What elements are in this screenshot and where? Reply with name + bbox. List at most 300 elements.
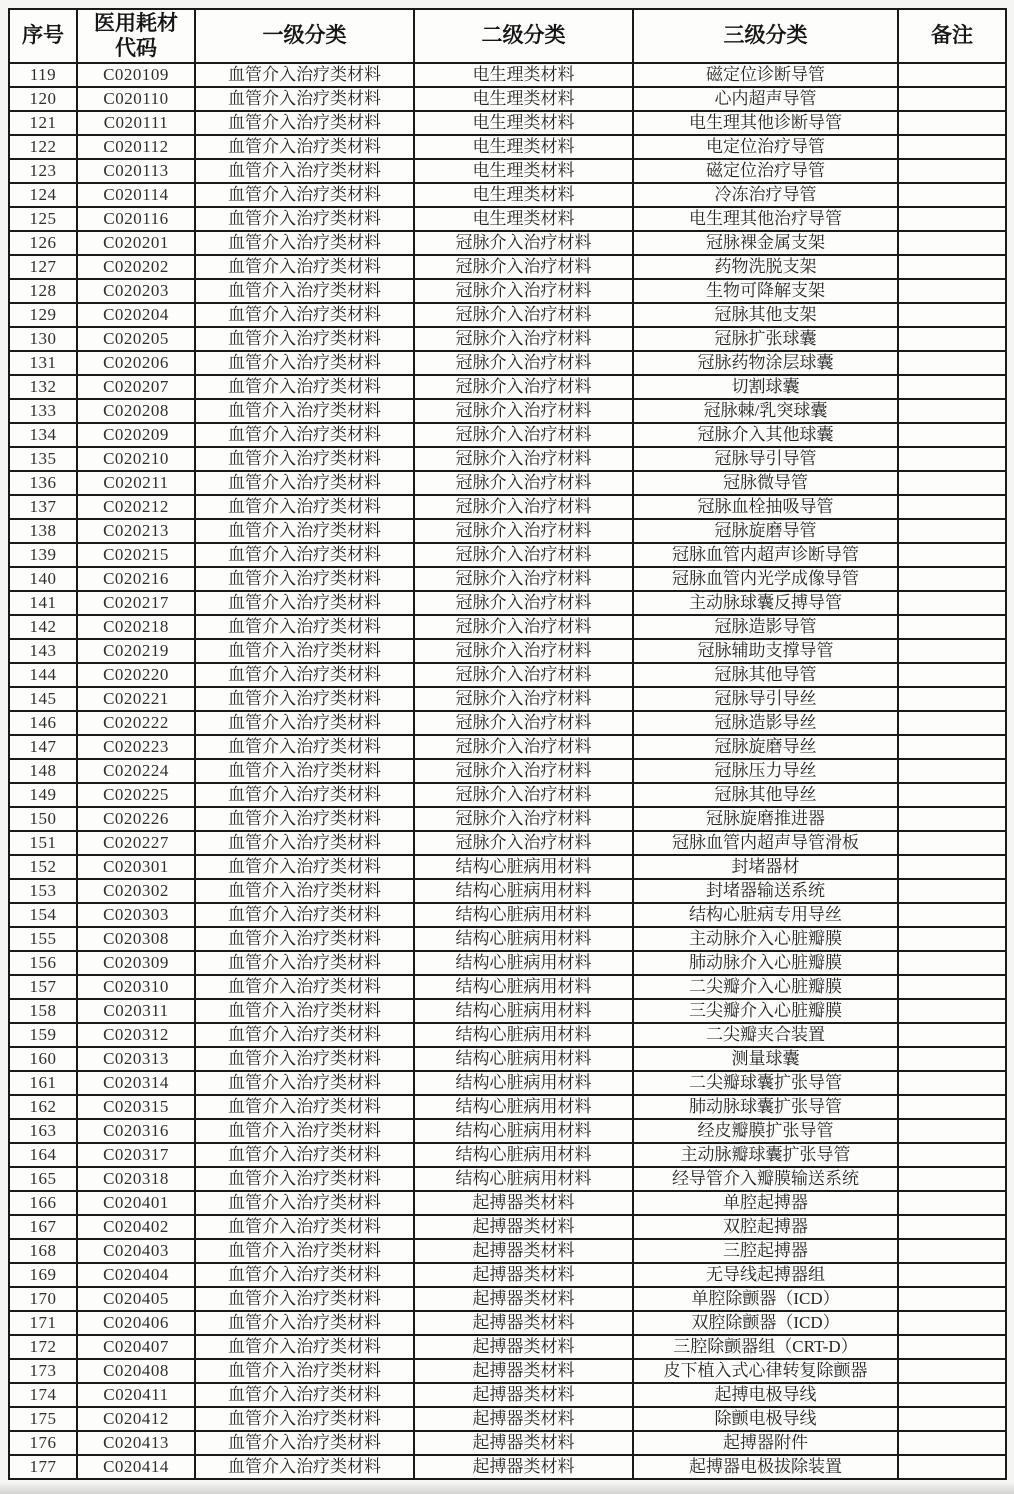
cell-remark [898,951,1006,975]
cell-level3: 单腔起搏器 [633,1191,898,1215]
cell-level1: 血管介入治疗类材料 [195,1215,414,1239]
cell-seq: 159 [9,1023,77,1047]
cell-level3: 冷冻治疗导管 [633,183,898,207]
cell-seq: 128 [9,279,77,303]
cell-code: C020301 [77,855,195,879]
cell-level2: 起搏器类材料 [414,1263,633,1287]
cell-level1: 血管介入治疗类材料 [195,279,414,303]
cell-level3: 冠脉压力导丝 [633,759,898,783]
table-row [9,471,1006,495]
cell-remark [898,1119,1006,1143]
cell-remark [898,1311,1006,1335]
cell-level1: 血管介入治疗类材料 [195,159,414,183]
cell-level2: 结构心脏病用材料 [414,1071,633,1095]
cell-code: C020209 [77,423,195,447]
cell-level3: 起搏器附件 [633,1431,898,1455]
table-row [9,63,1006,87]
col-header-seq: 序号 [9,9,77,63]
cell-level2: 结构心脏病用材料 [414,1167,633,1191]
cell-seq: 127 [9,255,77,279]
cell-seq: 169 [9,1263,77,1287]
cell-level3: 冠脉裸金属支架 [633,231,898,255]
cell-level2: 冠脉介入治疗材料 [414,375,633,399]
cell-level1: 血管介入治疗类材料 [195,831,414,855]
cell-level2: 起搏器类材料 [414,1359,633,1383]
cell-code: C020220 [77,663,195,687]
cell-seq: 122 [9,135,77,159]
cell-seq: 125 [9,207,77,231]
table-row [9,1383,1006,1407]
cell-level2: 结构心脏病用材料 [414,903,633,927]
scan-edge-shadow [0,1482,1014,1494]
cell-level1: 血管介入治疗类材料 [195,855,414,879]
col-header-code: 医用耗材代码 [77,9,195,63]
table-row [9,1263,1006,1287]
cell-code: C020311 [77,999,195,1023]
cell-remark [898,807,1006,831]
cell-seq: 171 [9,1311,77,1335]
cell-level3: 冠脉血栓抽吸导管 [633,495,898,519]
cell-level1: 血管介入治疗类材料 [195,639,414,663]
cell-level3: 磁定位治疗导管 [633,159,898,183]
cell-level1: 血管介入治疗类材料 [195,1407,414,1431]
cell-code: C020113 [77,159,195,183]
cell-level1: 血管介入治疗类材料 [195,1359,414,1383]
table-row [9,111,1006,135]
cell-level1: 血管介入治疗类材料 [195,1191,414,1215]
cell-level3: 冠脉旋磨导丝 [633,735,898,759]
cell-level3: 电定位治疗导管 [633,135,898,159]
cell-level2: 电生理类材料 [414,87,633,111]
table-row [9,1095,1006,1119]
cell-level2: 冠脉介入治疗材料 [414,831,633,855]
cell-remark [898,207,1006,231]
cell-remark [898,615,1006,639]
cell-level1: 血管介入治疗类材料 [195,807,414,831]
cell-level1: 血管介入治疗类材料 [195,735,414,759]
cell-seq: 134 [9,423,77,447]
cell-seq: 152 [9,855,77,879]
cell-level2: 冠脉介入治疗材料 [414,711,633,735]
cell-seq: 119 [9,63,77,87]
cell-remark [898,231,1006,255]
cell-remark [898,1431,1006,1455]
cell-code: C020202 [77,255,195,279]
cell-level1: 血管介入治疗类材料 [195,879,414,903]
cell-seq: 164 [9,1143,77,1167]
cell-remark [898,639,1006,663]
cell-level3: 起搏器电极拔除装置 [633,1455,898,1479]
cell-remark [898,1167,1006,1191]
table-row [9,1047,1006,1071]
cell-level2: 冠脉介入治疗材料 [414,735,633,759]
cell-code: C020401 [77,1191,195,1215]
header-row [9,9,1006,63]
cell-remark [898,1455,1006,1479]
cell-seq: 137 [9,495,77,519]
cell-level1: 血管介入治疗类材料 [195,207,414,231]
cell-remark [898,759,1006,783]
cell-code: C020204 [77,303,195,327]
table-row [9,1143,1006,1167]
cell-level1: 血管介入治疗类材料 [195,1263,414,1287]
table-row [9,87,1006,111]
cell-code: C020406 [77,1311,195,1335]
cell-level2: 冠脉介入治疗材料 [414,783,633,807]
cell-remark [898,879,1006,903]
cell-level1: 血管介入治疗类材料 [195,1119,414,1143]
cell-level1: 血管介入治疗类材料 [195,543,414,567]
cell-level1: 血管介入治疗类材料 [195,1287,414,1311]
cell-level1: 血管介入治疗类材料 [195,1047,414,1071]
cell-remark [898,975,1006,999]
cell-code: C020217 [77,591,195,615]
cell-remark [898,1143,1006,1167]
cell-level1: 血管介入治疗类材料 [195,783,414,807]
table-body [9,63,1006,1479]
cell-seq: 148 [9,759,77,783]
cell-level3: 三腔起搏器 [633,1239,898,1263]
cell-level1: 血管介入治疗类材料 [195,1455,414,1479]
cell-code: C020222 [77,711,195,735]
cell-level3: 生物可降解支架 [633,279,898,303]
cell-remark [898,567,1006,591]
table-row [9,183,1006,207]
cell-code: C020413 [77,1431,195,1455]
table-row [9,543,1006,567]
cell-level2: 结构心脏病用材料 [414,1095,633,1119]
cell-remark [898,735,1006,759]
cell-remark [898,1383,1006,1407]
cell-seq: 147 [9,735,77,759]
cell-code: C020216 [77,567,195,591]
cell-level2: 冠脉介入治疗材料 [414,279,633,303]
cell-remark [898,1287,1006,1311]
table-row [9,711,1006,735]
cell-level1: 血管介入治疗类材料 [195,1167,414,1191]
cell-level3: 冠脉其他支架 [633,303,898,327]
cell-level2: 起搏器类材料 [414,1455,633,1479]
table-row [9,519,1006,543]
cell-level2: 起搏器类材料 [414,1215,633,1239]
cell-remark [898,855,1006,879]
cell-seq: 149 [9,783,77,807]
cell-remark [898,1023,1006,1047]
table-row [9,303,1006,327]
cell-remark [898,783,1006,807]
table-row [9,1215,1006,1239]
cell-code: C020213 [77,519,195,543]
col-header-level3: 三级分类 [633,9,898,63]
table-row [9,399,1006,423]
cell-level1: 血管介入治疗类材料 [195,135,414,159]
cell-remark [898,495,1006,519]
table-row [9,1455,1006,1479]
cell-remark [898,831,1006,855]
table-row [9,231,1006,255]
cell-level1: 血管介入治疗类材料 [195,255,414,279]
cell-level2: 冠脉介入治疗材料 [414,327,633,351]
cell-level2: 结构心脏病用材料 [414,879,633,903]
cell-level1: 血管介入治疗类材料 [195,303,414,327]
table-row [9,207,1006,231]
cell-level2: 结构心脏病用材料 [414,1119,633,1143]
cell-seq: 145 [9,687,77,711]
cell-level1: 血管介入治疗类材料 [195,1311,414,1335]
cell-level3: 封堵器材 [633,855,898,879]
cell-code: C020218 [77,615,195,639]
cell-remark [898,1215,1006,1239]
cell-level3: 冠脉导引导管 [633,447,898,471]
cell-code: C020405 [77,1287,195,1311]
table-row [9,447,1006,471]
cell-level3: 冠脉血管内光学成像导管 [633,567,898,591]
cell-level1: 血管介入治疗类材料 [195,1023,414,1047]
table-row [9,615,1006,639]
cell-level3: 冠脉其他导管 [633,663,898,687]
cell-level2: 冠脉介入治疗材料 [414,807,633,831]
cell-seq: 154 [9,903,77,927]
cell-remark [898,591,1006,615]
cell-code: C020308 [77,927,195,951]
cell-level3: 冠脉其他导丝 [633,783,898,807]
cell-seq: 174 [9,1383,77,1407]
table-row [9,1023,1006,1047]
table-row [9,1071,1006,1095]
cell-level1: 血管介入治疗类材料 [195,1383,414,1407]
cell-seq: 133 [9,399,77,423]
table-row [9,951,1006,975]
cell-remark [898,423,1006,447]
cell-remark [898,1239,1006,1263]
cell-level3: 三尖瓣介入心脏瓣膜 [633,999,898,1023]
cell-remark [898,351,1006,375]
cell-level3: 冠脉介入其他球囊 [633,423,898,447]
cell-remark [898,183,1006,207]
cell-level2: 起搏器类材料 [414,1311,633,1335]
cell-seq: 121 [9,111,77,135]
cell-code: C020403 [77,1239,195,1263]
cell-remark [898,1095,1006,1119]
cell-seq: 139 [9,543,77,567]
cell-level3: 经导管介入瓣膜输送系统 [633,1167,898,1191]
cell-seq: 155 [9,927,77,951]
cell-level2: 电生理类材料 [414,183,633,207]
cell-code: C020302 [77,879,195,903]
cell-code: C020408 [77,1359,195,1383]
cell-level2: 冠脉介入治疗材料 [414,495,633,519]
cell-level3: 双腔除颤器（ICD） [633,1311,898,1335]
cell-seq: 157 [9,975,77,999]
cell-level2: 起搏器类材料 [414,1431,633,1455]
cell-remark [898,135,1006,159]
cell-level1: 血管介入治疗类材料 [195,759,414,783]
cell-level1: 血管介入治疗类材料 [195,1431,414,1455]
cell-seq: 124 [9,183,77,207]
cell-seq: 129 [9,303,77,327]
cell-level2: 冠脉介入治疗材料 [414,591,633,615]
table-row [9,1191,1006,1215]
table-row [9,1287,1006,1311]
cell-level1: 血管介入治疗类材料 [195,1071,414,1095]
cell-seq: 143 [9,639,77,663]
cell-level1: 血管介入治疗类材料 [195,183,414,207]
cell-remark [898,519,1006,543]
cell-seq: 140 [9,567,77,591]
cell-remark [898,255,1006,279]
cell-code: C020203 [77,279,195,303]
cell-remark [898,1191,1006,1215]
cell-level2: 冠脉介入治疗材料 [414,231,633,255]
cell-level3: 切割球囊 [633,375,898,399]
cell-remark [898,1047,1006,1071]
cell-code: C020201 [77,231,195,255]
cell-level2: 电生理类材料 [414,207,633,231]
table-row [9,1119,1006,1143]
cell-code: C020226 [77,807,195,831]
cell-level2: 结构心脏病用材料 [414,1047,633,1071]
cell-level1: 血管介入治疗类材料 [195,615,414,639]
cell-level3: 二尖瓣夹合装置 [633,1023,898,1047]
cell-remark [898,87,1006,111]
cell-level1: 血管介入治疗类材料 [195,567,414,591]
cell-level1: 血管介入治疗类材料 [195,111,414,135]
cell-level3: 药物洗脱支架 [633,255,898,279]
cell-level2: 冠脉介入治疗材料 [414,447,633,471]
cell-level2: 冠脉介入治疗材料 [414,759,633,783]
cell-code: C020221 [77,687,195,711]
table-row [9,1311,1006,1335]
table-row [9,639,1006,663]
cell-level3: 肺动脉介入心脏瓣膜 [633,951,898,975]
cell-remark [898,375,1006,399]
cell-code: C020315 [77,1095,195,1119]
col-header-level2: 二级分类 [414,9,633,63]
cell-remark [898,471,1006,495]
cell-code: C020206 [77,351,195,375]
table-row [9,1335,1006,1359]
cell-code: C020313 [77,1047,195,1071]
cell-seq: 167 [9,1215,77,1239]
cell-level3: 冠脉微导管 [633,471,898,495]
cell-level1: 血管介入治疗类材料 [195,495,414,519]
cell-level3: 主动脉瓣球囊扩张导管 [633,1143,898,1167]
cell-seq: 153 [9,879,77,903]
cell-seq: 161 [9,1071,77,1095]
col-header-remark: 备注 [898,9,1006,63]
cell-code: C020223 [77,735,195,759]
cell-code: C020211 [77,471,195,495]
cell-level2: 起搏器类材料 [414,1383,633,1407]
cell-level1: 血管介入治疗类材料 [195,711,414,735]
cell-level3: 二尖瓣介入心脏瓣膜 [633,975,898,999]
cell-remark [898,543,1006,567]
cell-remark [898,447,1006,471]
cell-level1: 血管介入治疗类材料 [195,327,414,351]
cell-code: C020224 [77,759,195,783]
cell-level1: 血管介入治疗类材料 [195,951,414,975]
cell-code: C020314 [77,1071,195,1095]
cell-level2: 冠脉介入治疗材料 [414,519,633,543]
cell-code: C020215 [77,543,195,567]
cell-level1: 血管介入治疗类材料 [195,471,414,495]
cell-level1: 血管介入治疗类材料 [195,399,414,423]
cell-code: C020210 [77,447,195,471]
cell-code: C020402 [77,1215,195,1239]
cell-seq: 150 [9,807,77,831]
cell-code: C020110 [77,87,195,111]
medical-consumables-table [8,8,1007,1480]
cell-code: C020411 [77,1383,195,1407]
cell-seq: 144 [9,663,77,687]
cell-level3: 冠脉旋磨导管 [633,519,898,543]
cell-level1: 血管介入治疗类材料 [195,903,414,927]
cell-code: C020309 [77,951,195,975]
cell-seq: 120 [9,87,77,111]
table-row [9,1239,1006,1263]
cell-code: C020312 [77,1023,195,1047]
cell-level3: 起搏电极导线 [633,1383,898,1407]
cell-seq: 158 [9,999,77,1023]
cell-seq: 146 [9,711,77,735]
table-row [9,327,1006,351]
cell-code: C020318 [77,1167,195,1191]
cell-remark [898,1407,1006,1431]
cell-remark [898,111,1006,135]
cell-level3: 冠脉血管内超声导管滑板 [633,831,898,855]
table-row [9,783,1006,807]
cell-code: C020116 [77,207,195,231]
table-row [9,879,1006,903]
cell-level2: 结构心脏病用材料 [414,999,633,1023]
cell-code: C020414 [77,1455,195,1479]
cell-code: C020207 [77,375,195,399]
cell-seq: 166 [9,1191,77,1215]
cell-code: C020407 [77,1335,195,1359]
table-row [9,807,1006,831]
cell-seq: 132 [9,375,77,399]
cell-level2: 起搏器类材料 [414,1239,633,1263]
cell-level2: 起搏器类材料 [414,1335,633,1359]
cell-level2: 电生理类材料 [414,111,633,135]
cell-level3: 心内超声导管 [633,87,898,111]
cell-level1: 血管介入治疗类材料 [195,1239,414,1263]
cell-level2: 电生理类材料 [414,135,633,159]
cell-seq: 151 [9,831,77,855]
cell-seq: 141 [9,591,77,615]
cell-remark [898,1335,1006,1359]
cell-level1: 血管介入治疗类材料 [195,975,414,999]
cell-level1: 血管介入治疗类材料 [195,519,414,543]
cell-level3: 皮下植入式心律转复除颤器 [633,1359,898,1383]
cell-level2: 冠脉介入治疗材料 [414,639,633,663]
cell-remark [898,903,1006,927]
cell-remark [898,711,1006,735]
cell-remark [898,159,1006,183]
cell-level3: 封堵器输送系统 [633,879,898,903]
cell-code: C020111 [77,111,195,135]
cell-seq: 156 [9,951,77,975]
cell-seq: 136 [9,471,77,495]
cell-seq: 173 [9,1359,77,1383]
cell-seq: 176 [9,1431,77,1455]
cell-level3: 冠脉辅助支撑导管 [633,639,898,663]
cell-code: C020317 [77,1143,195,1167]
table-row [9,975,1006,999]
cell-level3: 除颤电极导线 [633,1407,898,1431]
table-header [9,9,1006,63]
cell-code: C020303 [77,903,195,927]
